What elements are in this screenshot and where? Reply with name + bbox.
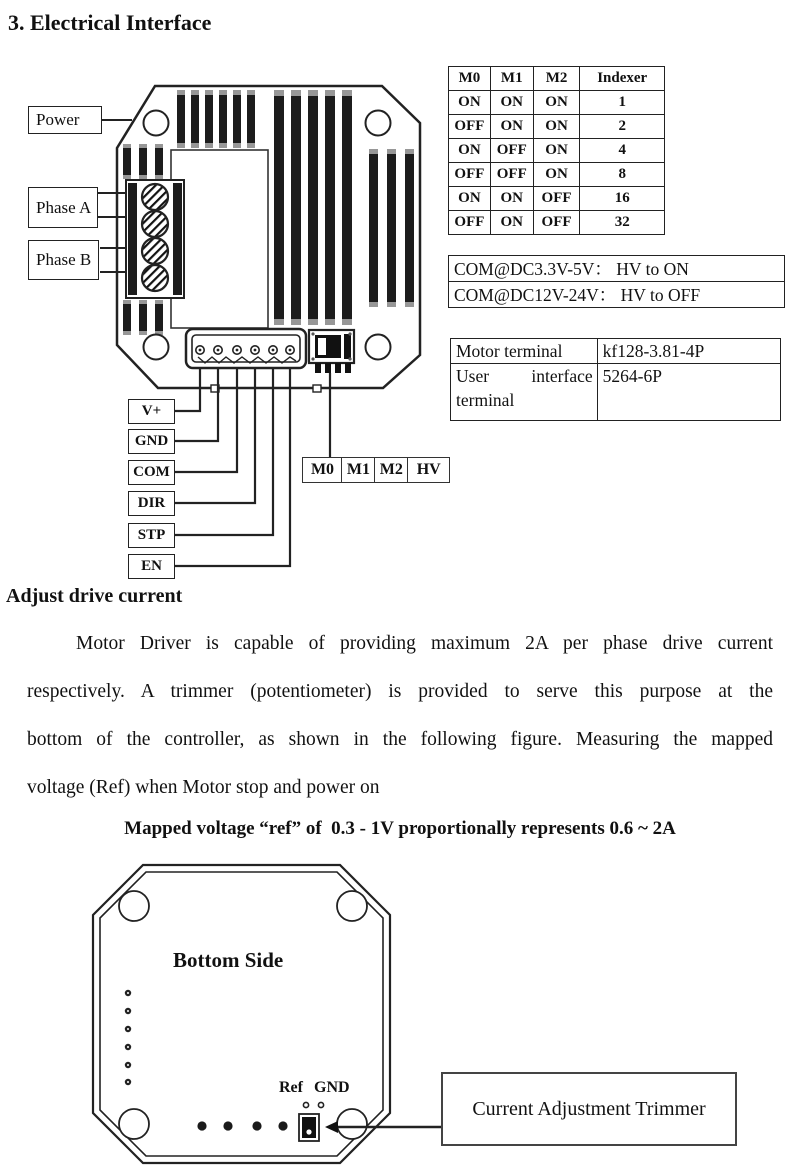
power-label-box xyxy=(28,106,102,134)
cell: OFF xyxy=(449,211,491,235)
cell: ON xyxy=(449,91,491,115)
trimmer-callout-box xyxy=(441,1072,737,1146)
pin-label-vplus: V+ xyxy=(128,399,175,424)
cell: OFF xyxy=(449,163,491,187)
table-row xyxy=(449,163,665,187)
bottom-side-label: Bottom Side xyxy=(173,948,284,972)
phase-a-label-box xyxy=(28,187,98,228)
pin-label-gnd: GND xyxy=(128,429,175,454)
table-row xyxy=(449,187,665,211)
table-row xyxy=(449,91,665,115)
table-row xyxy=(449,115,665,139)
adjust-drive-current-heading: Adjust drive current xyxy=(6,585,183,607)
mapped-voltage-note: Mapped voltage “ref” of 0.3 - 1V proportionally represents 0.6 ~ 2A xyxy=(124,818,676,839)
indexer-table xyxy=(448,66,665,235)
cell: ON xyxy=(490,115,533,139)
pin-label-en: EN xyxy=(128,554,175,579)
terminal-value: 5264-6P xyxy=(597,364,780,421)
col-header: M2 xyxy=(533,67,580,91)
screw-2 xyxy=(142,211,168,237)
phase-b-label: Phase B xyxy=(36,250,92,269)
terminal-spec-table xyxy=(450,338,781,421)
screw-1 xyxy=(142,184,168,210)
cell: 1 xyxy=(580,91,665,115)
cell: ON xyxy=(490,211,533,235)
terminal-label: Motor terminal xyxy=(451,339,598,364)
trimmer-callout-label: Current Adjustment Trimmer xyxy=(472,1097,706,1120)
com-voltage-table xyxy=(448,255,785,308)
cell: ON xyxy=(449,187,491,211)
power-label: Power xyxy=(36,110,80,129)
cell: ON xyxy=(490,91,533,115)
phase-b-label-box xyxy=(28,240,99,280)
com-rule-1: COM@DC3.3V-5V： HV to ON xyxy=(449,256,785,282)
paragraph-line: Motor Driver is capable of providing maximum 2A per phase drive current xyxy=(76,633,773,654)
cell: OFF xyxy=(449,115,491,139)
table-row xyxy=(449,256,785,282)
body-paragraph xyxy=(27,630,773,822)
cell: ON xyxy=(533,163,580,187)
pin-label-dir: DIR xyxy=(128,491,175,516)
user-interface-connector xyxy=(186,329,306,368)
mode-label-m1: M1 xyxy=(341,457,375,483)
ref-label: Ref xyxy=(279,1079,303,1096)
cell: ON xyxy=(449,139,491,163)
paragraph-line: voltage (Ref) when Motor stop and power on xyxy=(27,777,380,798)
terminal-label: User interface terminal xyxy=(451,364,598,421)
table-row xyxy=(451,364,781,421)
mode-label-hv: HV xyxy=(407,457,450,483)
pin-label-stp: STP xyxy=(128,523,175,548)
cell: 32 xyxy=(580,211,665,235)
peg xyxy=(313,385,321,392)
driver-top-diagram xyxy=(0,0,470,610)
cell: OFF xyxy=(490,139,533,163)
table-row xyxy=(449,282,785,308)
phase-a-label: Phase A xyxy=(36,197,92,217)
col-header: Indexer xyxy=(580,67,665,91)
cell: ON xyxy=(533,115,580,139)
paragraph-line: bottom of the controller, as shown in the following figure. Measuring the mapped xyxy=(27,729,773,750)
pin-label-com: COM xyxy=(128,460,175,485)
com-rule-2: COM@DC12V-24V： HV to OFF xyxy=(449,282,785,308)
current-trimmer xyxy=(299,1114,319,1141)
cell: 8 xyxy=(580,163,665,187)
cell: OFF xyxy=(533,187,580,211)
cell: 16 xyxy=(580,187,665,211)
mode-label-m0: M0 xyxy=(302,457,343,483)
gnd-label: GND xyxy=(314,1079,350,1096)
mode-label-row xyxy=(302,457,450,483)
paragraph-line: respectively. A trimmer (potentiometer) is provided to serve this purpose at the xyxy=(27,681,773,702)
indexer-header-row xyxy=(449,67,665,91)
table-row xyxy=(449,211,665,235)
ic-area xyxy=(171,150,268,328)
col-header: M0 xyxy=(449,67,491,91)
screw-terminal-block xyxy=(126,180,184,298)
cell: 2 xyxy=(580,115,665,139)
cell: OFF xyxy=(490,163,533,187)
page-title: 3. Electrical Interface xyxy=(8,10,212,35)
cell: 4 xyxy=(580,139,665,163)
mode-label-m2: M2 xyxy=(374,457,409,483)
screw-3 xyxy=(142,238,168,264)
cell: ON xyxy=(490,187,533,211)
table-row xyxy=(449,139,665,163)
terminal-value: kf128-3.81-4P xyxy=(597,339,780,364)
cell: ON xyxy=(533,91,580,115)
cell: ON xyxy=(533,139,580,163)
screw-4 xyxy=(142,265,168,291)
col-header: M1 xyxy=(490,67,533,91)
table-row xyxy=(451,339,781,364)
cell: OFF xyxy=(533,211,580,235)
